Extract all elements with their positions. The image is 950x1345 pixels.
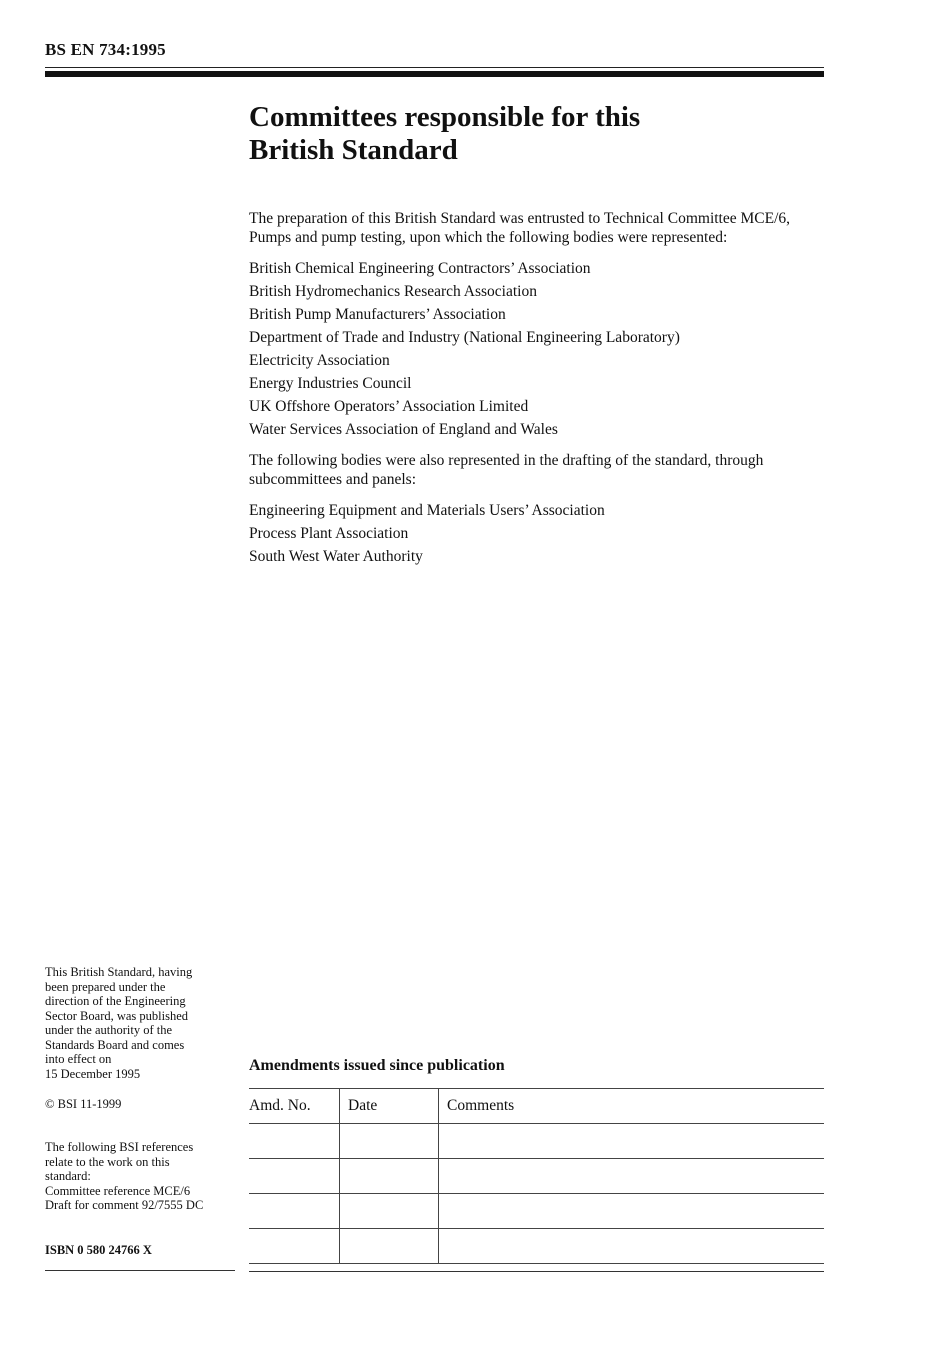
page-title-line-1: Committees responsible for this (249, 101, 641, 133)
page-title-line-2: British Standard (249, 134, 458, 166)
subcommittee-bodies-list (249, 499, 824, 568)
subcommittee-intro: The following bodies were also represented in the drafting of the standard, through subcommittees and panels: (249, 452, 764, 488)
publication-note-line: under the authority of the (45, 1023, 173, 1037)
table-cell (340, 1229, 439, 1264)
page-title (249, 101, 809, 167)
document-id: BS EN 734:1995 (45, 40, 166, 59)
list-item: Electricity Association (249, 352, 390, 369)
publication-note-line: This British Standard, having (45, 965, 193, 979)
list-item: South West Water Authority (249, 548, 423, 565)
table-cell (249, 1159, 340, 1194)
publication-note-line: into effect on (45, 1052, 112, 1066)
header-rule-thin (45, 67, 824, 68)
header-rule-thick (45, 71, 824, 77)
table-row (249, 1229, 824, 1264)
table-cell (439, 1194, 825, 1229)
publication-note-line: been prepared under the (45, 979, 166, 994)
bsi-references-line: relate to the work on this (45, 1154, 170, 1169)
list-item: Engineering Equipment and Materials Users’ Association (249, 502, 605, 519)
committee-section (249, 210, 824, 568)
column-header-date: Date (340, 1089, 439, 1124)
amendments-table (249, 1088, 824, 1264)
bsi-references-line: The following BSI references (45, 1140, 194, 1154)
list-item: British Hydromechanics Research Association (249, 283, 537, 300)
publication-note-line: Sector Board, was published (45, 1008, 189, 1023)
publication-note-line: direction of the Engineering (45, 994, 186, 1008)
table-cell (439, 1159, 825, 1194)
list-item: British Pump Manufacturers’ Association (249, 306, 506, 323)
committee-intro: The preparation of this British Standard was entrusted to Technical Committee MCE/6, Pumps and pump testing, upon which the following bodies were represented: (249, 210, 791, 246)
table-cell (340, 1194, 439, 1229)
column-header-comments: Comments (439, 1089, 825, 1124)
isbn: ISBN 0 580 24766 X (45, 1243, 152, 1257)
table-row (249, 1124, 824, 1159)
list-item: Energy Industries Council (249, 375, 412, 392)
publication-note-line: 15 December 1995 (45, 1066, 141, 1081)
bsi-references (45, 1140, 235, 1213)
table-cell (340, 1124, 439, 1159)
bsi-references-line: Committee reference MCE/6 (45, 1183, 191, 1198)
table-header-row (249, 1089, 824, 1124)
amendments-bottom-rule (249, 1271, 824, 1272)
copyright-note: © BSI 11-1999 (45, 1097, 122, 1111)
publication-note-line: Standards Board and comes (45, 1037, 185, 1052)
sidebar-bottom-rule (45, 1270, 235, 1271)
table-cell (439, 1229, 825, 1264)
list-item: Department of Trade and Industry (National Engineering Laboratory) (249, 329, 680, 346)
amendments-heading: Amendments issued since publication (249, 1057, 505, 1074)
list-item: UK Offshore Operators’ Association Limited (249, 398, 529, 415)
list-item: British Chemical Engineering Contractors’ Association (249, 260, 591, 277)
table-cell (439, 1124, 825, 1159)
table-row (249, 1159, 824, 1194)
table-cell (340, 1159, 439, 1194)
list-item: Process Plant Association (249, 525, 409, 542)
list-item: Water Services Association of England and Wales (249, 421, 558, 438)
bsi-references-line: standard: (45, 1169, 91, 1183)
publication-note (45, 965, 235, 1081)
table-row (249, 1194, 824, 1229)
represented-bodies-list (249, 257, 824, 441)
bsi-references-line: Draft for comment 92/7555 DC (45, 1198, 204, 1212)
table-cell (249, 1229, 340, 1264)
column-header-amd-no: Amd. No. (249, 1089, 340, 1124)
table-cell (249, 1124, 340, 1159)
table-cell (249, 1194, 340, 1229)
